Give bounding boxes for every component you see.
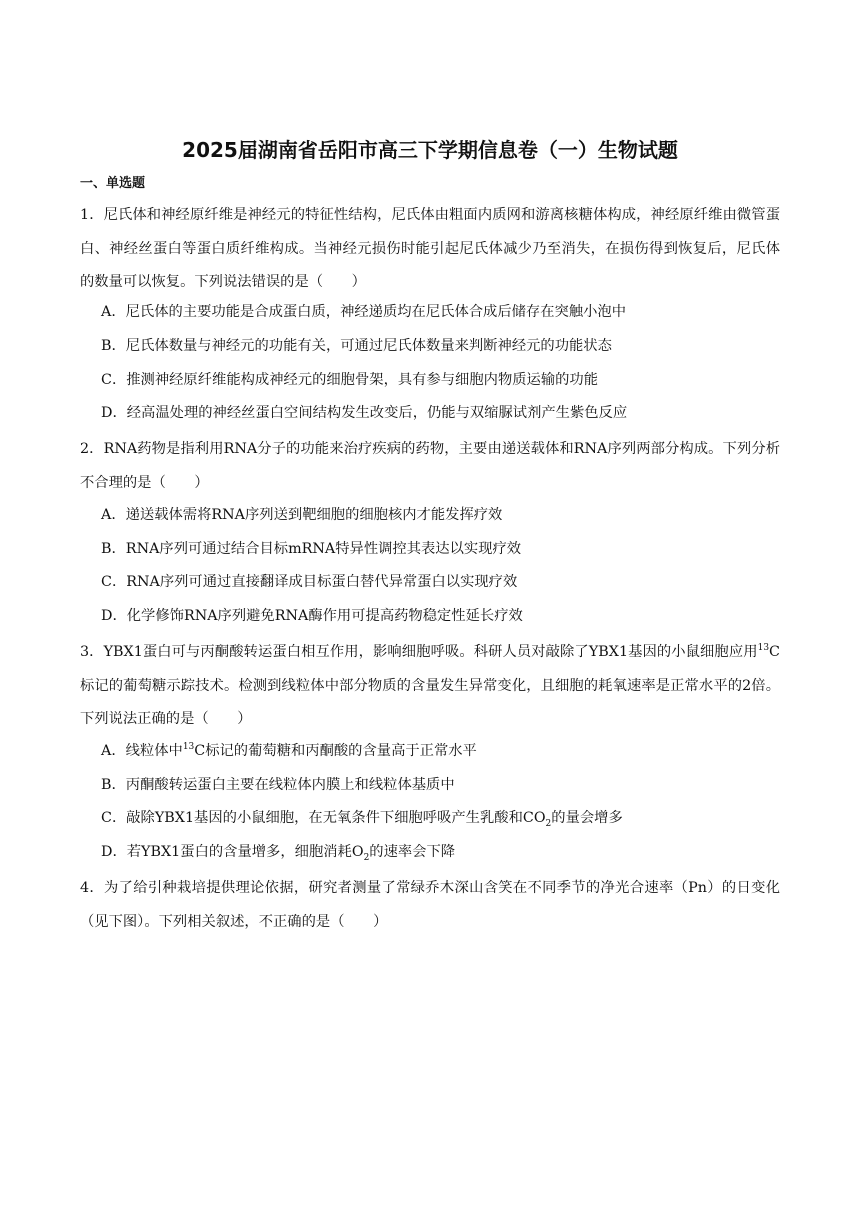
question-3-text-part-1: 3．YBX1蛋白可与丙酮酸转运蛋白相互作用，影响细胞呼吸。科研人员对敲除了YBX1基因的小鼠细胞应用 <box>80 644 758 660</box>
question-1-stem <box>80 199 780 300</box>
option-c-part-2: 的量会增多 <box>551 810 623 826</box>
question-1-option-d: D．经高温处理的神经丝蛋白空间结构发生改变后，仍能与双缩脲试剂产生紫色反应 <box>101 405 628 421</box>
question-1-option-c: C．推测神经原纤维能构成神经元的细胞骨架，具有参与细胞内物质运输的功能 <box>101 372 599 388</box>
question-3-option-b: B．丙酮酸转运蛋白主要在线粒体内膜上和线粒体基质中 <box>101 777 455 793</box>
question-4-stem <box>80 872 780 939</box>
subscript-2: 2 <box>545 818 552 829</box>
question-3-text <box>80 636 780 737</box>
question-1-option-a: A．尼氏体的主要功能是合成蛋白质，神经递质均在尼氏体合成后储存在突触小泡中 <box>101 304 627 320</box>
question-2-option-a: A．递送载体需将RNA序列送到靶细胞的细胞核内才能发挥疗效 <box>101 507 503 523</box>
question-3-option-d <box>101 842 781 862</box>
exam-title: 2025届湖南省岳阳市高三下学期信息卷（一）生物试题 <box>182 138 678 162</box>
question-1-text: 1．尼氏体和神经原纤维是神经元的特征性结构，尼氏体由粗面内质网和游离核糖体构成，神经原纤维由微管蛋白、神经丝蛋白等蛋白质纤维构成。当神经元损伤时能引起尼氏体减少乃至消失，在损伤得到恢复后，尼氏体的数量可以恢复。下列说法错误的是（ ） <box>80 207 780 290</box>
question-2-option-d: D．化学修饰RNA序列避免RNA酶作用可提高药物稳定性延长疗效 <box>101 608 523 624</box>
isotope-mass-number: 13 <box>757 643 770 654</box>
option-a-part-2: C标记的葡萄糖和丙酮酸的含量高于正常水平 <box>194 743 477 759</box>
question-1-option-b: B．尼氏体数量与神经元的功能有关，可通过尼氏体数量来判断神经元的功能状态 <box>101 338 612 354</box>
option-a-part-1: A．线粒体中 <box>101 743 183 759</box>
subscript-2: 2 <box>363 852 370 863</box>
question-3-option-a <box>101 741 781 761</box>
option-c-part-1: C．敲除YBX1基因的小鼠细胞，在无氧条件下细胞呼吸产生乳酸和CO <box>101 810 546 826</box>
question-3-stem <box>80 636 780 737</box>
question-2-text: 2．RNA药物是指利用RNA分子的功能来治疗疾病的药物，主要由递送载体和RNA序列两部分构成。下列分析不合理的是（ ） <box>80 441 780 491</box>
option-d-part-1: D．若YBX1蛋白的含量增多，细胞消耗O <box>101 844 364 860</box>
question-2-option-c: C．RNA序列可通过直接翻译成目标蛋白替代异常蛋白以实现疗效 <box>101 574 518 590</box>
question-3-option-c <box>101 808 781 828</box>
question-3-text-part-2: C标记的葡萄糖示踪技术。检测到线粒体中部分物质的含量发生异常变化，且细胞的耗氧速率是正常水平的2倍。下列说法正确的是（ ） <box>80 644 780 727</box>
option-d-part-2: 的速率会下降 <box>369 844 456 860</box>
section-heading: 一、单选题 <box>80 176 146 191</box>
question-4-text: 4．为了给引种栽培提供理论依据，研究者测量了常绿乔木深山含笑在不同季节的净光合速率（Pn）的日变化（见下图）。下列相关叙述，不正确的是（ ） <box>80 880 780 930</box>
question-2-stem <box>80 433 780 500</box>
question-2-option-b: B．RNA序列可通过结合目标mRNA特异性调控其表达以实现疗效 <box>101 541 522 557</box>
isotope-mass-number: 13 <box>182 742 195 753</box>
